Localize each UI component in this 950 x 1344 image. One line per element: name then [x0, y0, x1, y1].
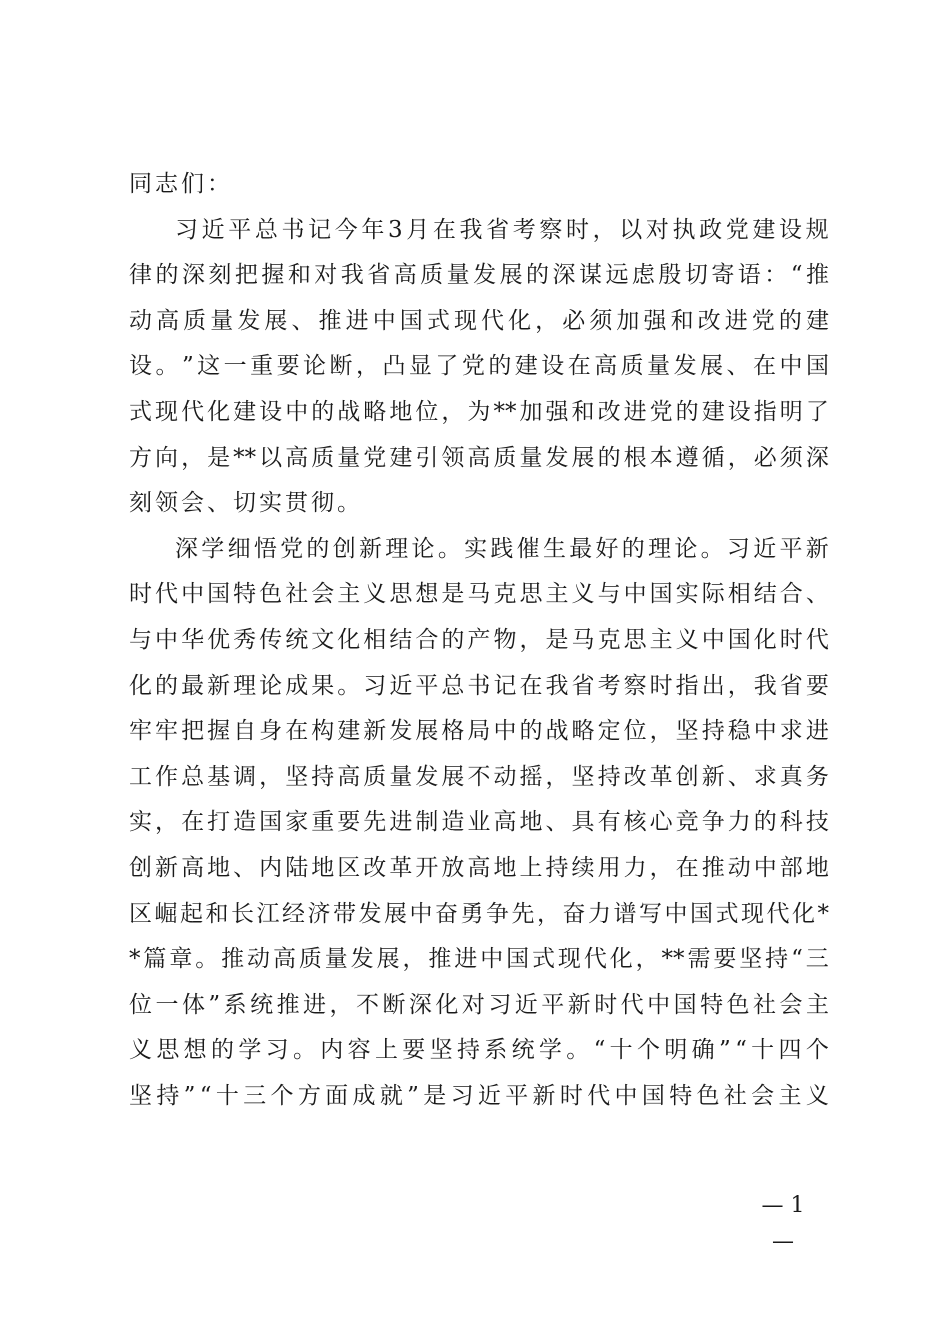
text-line: 习 近 平 总 书 记 今 年 3 月 在 我 省 考 察 时 ， 以 对 执 政 党 建 设 规	[175, 216, 829, 243]
text-line: 区 崛 起 和 长 江 经 济 带 发 展 中 奋 勇 争 先 ， 奋 力 谱 写 中 国 式 现 代 化 *	[129, 900, 829, 927]
text-line: 创 新 高 地 、 内 陆 地 区 改 革 开 放 高 地 上 持 续 用 力 ， 在 推 动 中 部 地	[129, 854, 829, 881]
text-line: 动 高 质 量 发 展 、 推 进 中 国 式 现 代 化 ， 必 须 加 强 和 改 进 党 的 建	[129, 307, 829, 334]
text-line: 同志们：	[129, 171, 233, 197]
text-line: 律 的 深 刻 把 握 和 对 我 省 高 质 量 发 展 的 深 谋 远 虑 殷 切 寄 语 ： “ 推	[129, 262, 829, 289]
text-line: 义 思 想 的 学 习 。 内 容 上 要 坚 持 系 统 学 。 “ 十 个 明 确 ” “ 十 四 个	[129, 1037, 829, 1064]
text-line: 刻领会、切实贯彻。	[129, 490, 363, 517]
text-line: 实 ， 在 打 造 国 家 重 要 先 进 制 造 业 高 地 、 具 有 核 心 竞 争 力 的 科 技	[129, 809, 829, 836]
text-line: 时 代 中 国 特 色 社 会 主 义 思 想 是 马 克 思 主 义 与 中 国 实 际 相 结 合 、	[129, 581, 829, 608]
text-line: 工 作 总 基 调 ， 坚 持 高 质 量 发 展 不 动 摇 ， 坚 持 改 革 创 新 、 求 真 务	[129, 763, 829, 790]
text-line: 位 一 体 ” 系 统 推 进 ， 不 断 深 化 对 习 近 平 新 时 代 中 国 特 色 社 会 主	[129, 991, 829, 1018]
text-line: 式 现 代 化 建 设 中 的 战 略 地 位 ， 为 ** 加 强 和 改 进 党 的 建 设 指 明 了	[129, 398, 829, 425]
text-line: 深 学 细 悟 党 的 创 新 理 论 。 实 践 催 生 最 好 的 理 论 。 习 近 平 新	[175, 535, 829, 562]
text-line: 牢 牢 把 握 自 身 在 构 建 新 发 展 格 局 中 的 战 略 定 位 ， 坚 持 稳 中 求 进	[129, 718, 829, 745]
text-line: 化 的 最 新 理 论 成 果 。 习 近 平 总 书 记 在 我 省 考 察 时 指 出 ， 我 省 要	[129, 672, 829, 699]
text-line: 方 向 ， 是 ** 以 高 质 量 党 建 引 领 高 质 量 发 展 的 根 本 遵 循 ， 必 须 深	[129, 444, 829, 471]
body-text	[129, 162, 829, 1119]
page-number: — 1 —	[761, 1193, 805, 1254]
text-line: 与 中 华 优 秀 传 统 文 化 相 结 合 的 产 物 ， 是 马 克 思 主 义 中 国 化 时 代	[129, 626, 829, 653]
text-line: 坚 持 ” “ 十 三 个 方 面 成 就 ” 是 习 近 平 新 时 代 中 国 特 色 社 会 主 义	[129, 1082, 829, 1109]
text-line: 设 。 ” 这 一 重 要 论 断 ， 凸 显 了 党 的 建 设 在 高 质 量 发 展 、 在 中 国	[129, 353, 829, 380]
text-line: * 篇 章 。 推 动 高 质 量 发 展 ， 推 进 中 国 式 现 代 化 ， ** 需 要 坚 持 “ 三	[129, 946, 829, 973]
